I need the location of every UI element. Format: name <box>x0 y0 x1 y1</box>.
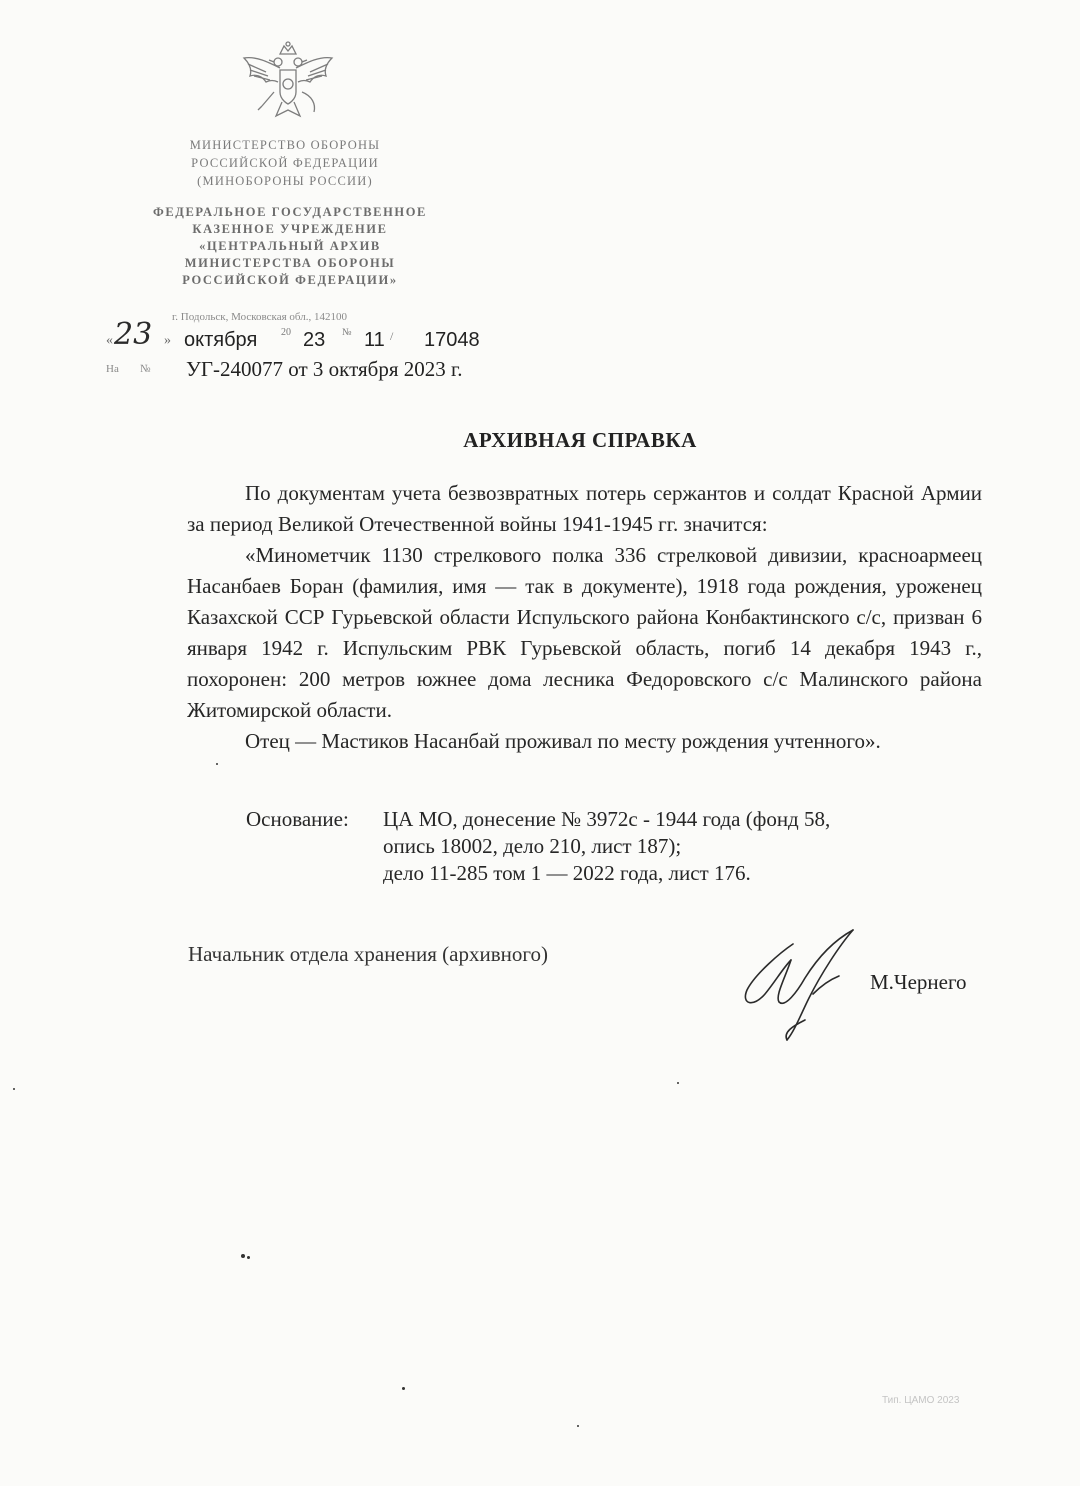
scan-speck <box>247 1256 250 1259</box>
handwritten-signature <box>735 922 865 1052</box>
signer-position: Начальник отдела хранения (архивного) <box>188 942 548 966</box>
basis-line-1: ЦА МО, донесение № 3972с - 1944 года (фонд 58, <box>383 807 831 831</box>
ministry-line-2: РОССИЙСКОЙ ФЕДЕРАЦИИ <box>191 156 379 170</box>
reply-reference-line <box>106 357 606 385</box>
reply-label-na: На <box>106 363 119 375</box>
archive-header <box>100 204 480 289</box>
registration-number-2: 17048 <box>424 329 480 351</box>
date-month: октября <box>184 329 258 351</box>
number-sign: № <box>342 327 352 338</box>
scan-speck <box>13 1088 15 1090</box>
archive-line-2: КАЗЕННОЕ УЧРЕЖДЕНИЕ <box>192 222 388 236</box>
archive-line-4: МИНИСТЕРСТВА ОБОРОНЫ <box>184 256 396 270</box>
document-body <box>187 478 982 757</box>
ministry-header <box>150 136 420 190</box>
scan-speck <box>677 1082 679 1084</box>
scan-speck <box>216 763 218 765</box>
scan-speck <box>241 1254 245 1258</box>
scan-speck <box>402 1387 405 1390</box>
scan-speck <box>577 1425 579 1427</box>
registration-slash: / <box>390 329 394 343</box>
archive-address: г. Подольск, Московская обл., 142100 <box>172 311 347 323</box>
basis-line-3: дело 11-285 том 1 — 2022 года, лист 176. <box>383 861 751 885</box>
paragraph-record: «Минометчик 1130 стрелкового полка 336 стрелковой дивизии, красноармеец Насанбаев Боран (фамилия, имя — так в документе), 1918 года рождения, уроженец Казахской ССР Гурьевской области Испульского района Конбактинского с/с, призван 6 января 1942 г. Испульским РВК Гурьевской область, погиб 14 декабря 1943 г., похоронен: 200 метров южнее дома лесника Федоровского с/с Малинского района Житомирской области. <box>187 543 982 722</box>
paragraph-father: Отец — Мастиков Насанбай проживал по месту рождения учтенного». <box>245 729 881 753</box>
basis-label: Основание: <box>246 807 349 831</box>
reply-label-number: № <box>140 363 151 375</box>
date-year-suffix: 23 <box>303 329 326 351</box>
basis-text <box>383 806 983 887</box>
basis-line-2: опись 18002, дело 210, лист 187); <box>383 834 682 858</box>
reply-reference: УГ-240077 от 3 октября 2023 г. <box>186 357 463 381</box>
archive-line-5: РОССИЙСКОЙ ФЕДЕРАЦИИ» <box>182 273 398 287</box>
date-year-prefix: 20 <box>281 327 291 338</box>
document-title: АРХИВНАЯ СПРАВКА <box>463 428 697 452</box>
archive-line-3: «ЦЕНТРАЛЬНЫЙ АРХИВ <box>199 239 381 253</box>
double-headed-eagle-emblem-icon <box>240 40 336 126</box>
date-quote-close: » <box>164 333 171 348</box>
date-quote-open: « <box>106 333 113 348</box>
ministry-line-3: (МИНОБОРОНЫ РОССИИ) <box>197 174 373 188</box>
ministry-line-1: МИНИСТЕРСТВО ОБОРОНЫ <box>189 138 381 152</box>
signer-name: М.Чернего <box>870 970 967 994</box>
paragraph-intro: По документам учета безвозвратных потерь сержантов и солдат Красной Армии за период Великой Отечественной войны 1941-1945 гг. значится: <box>187 481 982 536</box>
print-shop-mark: Тип. ЦАМО 2023 <box>882 1395 960 1406</box>
handwritten-day: 23 <box>114 317 153 352</box>
archive-line-1: ФЕДЕРАЛЬНОЕ ГОСУДАРСТВЕННОЕ <box>152 205 427 219</box>
registration-number: 11 <box>364 329 385 351</box>
